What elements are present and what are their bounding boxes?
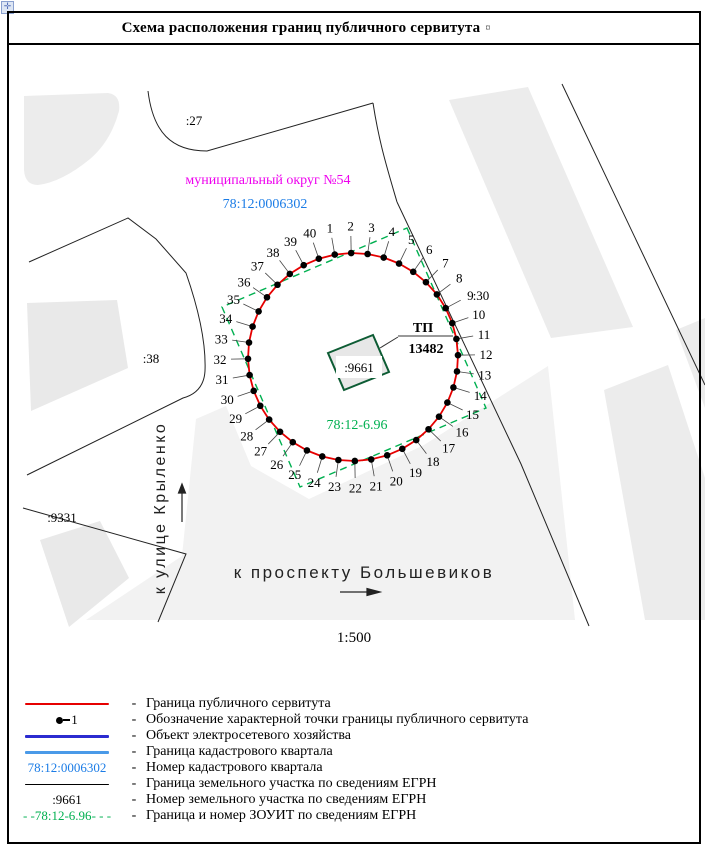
servitude-point-number: 33 xyxy=(214,331,228,347)
cell-end-mark: ¤ xyxy=(485,22,491,34)
legend-separator: - xyxy=(131,760,137,775)
street-krylenko-label: к улице Крыленко xyxy=(152,421,169,595)
legend-point-dash xyxy=(63,719,70,721)
legend-symbol xyxy=(12,728,122,744)
legend-label: Номер земельного участка по сведениям ЕГРН xyxy=(146,792,427,807)
servitude-point-number: 2 xyxy=(347,218,354,234)
tp-label: ТП xyxy=(412,321,434,336)
servitude-point-number: 25 xyxy=(288,467,302,483)
servitude-point-number: 7 xyxy=(442,255,449,271)
legend-label: Граница кадастрового квартала xyxy=(146,744,333,759)
servitude-point-number: 11 xyxy=(477,326,491,342)
legend-line-sample xyxy=(25,735,109,738)
page-title: Схема расположения границ публичного сервитута xyxy=(121,19,481,36)
legend-symbol-text: 78:12:0006302 xyxy=(27,760,107,775)
servitude-point-number: 4 xyxy=(388,224,396,240)
servitude-point-number: 17 xyxy=(442,440,456,456)
servitude-point-number: 37 xyxy=(250,258,264,274)
legend-symbol xyxy=(12,792,122,808)
parcel-9331-label: :9331 xyxy=(47,510,77,525)
servitude-point-number: 36 xyxy=(237,274,251,290)
servitude-point-number: 23 xyxy=(327,479,341,495)
legend-label: Обозначение характерной точки границы публичного сервитута xyxy=(146,712,529,727)
scale-label: 1:500 xyxy=(336,630,372,646)
legend-separator: - xyxy=(131,792,137,807)
legend-row xyxy=(12,696,692,712)
servitude-point-number: 13 xyxy=(478,367,492,383)
legend-label: Граница публичного сервитута xyxy=(146,696,331,711)
legend-symbol-text: :9661 xyxy=(52,792,82,807)
legend-row xyxy=(12,760,692,776)
legend-label: Граница земельного участка по сведениям ЕГРН xyxy=(146,776,437,791)
servitude-point-number: 28 xyxy=(240,428,254,444)
legend-symbol xyxy=(12,808,122,824)
legend-separator: - xyxy=(131,696,137,711)
legend-symbol xyxy=(12,696,122,712)
legend-separator: - xyxy=(131,776,137,791)
servitude-point-number: 15 xyxy=(466,406,480,422)
servitude-point-number: 38 xyxy=(266,244,280,260)
legend-symbol xyxy=(12,776,122,792)
legend-row xyxy=(12,712,692,728)
legend-separator: - xyxy=(131,728,137,743)
servitude-point-number: 30 xyxy=(220,392,234,408)
legend-dash-prefix: - - xyxy=(22,808,35,823)
servitude-point-number: 18 xyxy=(426,454,440,470)
servitude-point-number: 20 xyxy=(389,473,403,489)
servitude-point-number: 34 xyxy=(219,311,233,327)
legend-symbol-text: 78:12-6.96 xyxy=(34,808,92,823)
legend-row xyxy=(12,744,692,760)
servitude-point-number: 32 xyxy=(213,351,227,367)
servitude-point-number: 6 xyxy=(426,242,433,258)
legend-separator: - xyxy=(131,744,137,759)
tp-number-label: 13482 xyxy=(408,342,444,357)
parcel-27-label: :27 xyxy=(185,113,203,128)
parcel-30-label: :30 xyxy=(472,288,490,303)
servitude-point-number: 40 xyxy=(303,225,317,241)
servitude-point-number: 1 xyxy=(326,220,334,236)
servitude-point-number: 21 xyxy=(369,478,383,494)
servitude-point-number: 12 xyxy=(479,347,493,363)
servitude-point-number: 27 xyxy=(254,443,268,459)
legend-separator: - xyxy=(131,712,137,727)
legend-symbol xyxy=(12,760,122,776)
servitude-point-number: 19 xyxy=(408,465,422,481)
servitude-point-number: 22 xyxy=(348,480,362,496)
servitude-point-number: 8 xyxy=(455,270,463,286)
legend-row xyxy=(12,808,692,824)
legend-line-sample xyxy=(25,784,109,785)
servitude-point-number: 31 xyxy=(215,372,229,388)
legend-row xyxy=(12,792,692,808)
legend-symbol xyxy=(12,744,122,760)
legend-row xyxy=(12,776,692,792)
servitude-point-number: 35 xyxy=(226,292,240,308)
legend-line-sample xyxy=(25,751,109,754)
servitude-point-number: 29 xyxy=(229,411,243,427)
legend-point-number: 1 xyxy=(71,712,78,727)
servitude-point-number: 10 xyxy=(472,306,486,322)
municipal-district-label: муниципальный округ №54 xyxy=(185,173,351,188)
servitude-point-number: 3 xyxy=(368,219,375,235)
parcel-38-label: :38 xyxy=(142,351,160,366)
title-bar xyxy=(9,13,699,45)
legend-label: Граница и номер ЗОУИТ по сведениям ЕГРН xyxy=(146,808,417,823)
servitude-point-number: 5 xyxy=(408,231,415,247)
servitude-point-number: 14 xyxy=(473,387,487,403)
cadastral-quarter-label: 78:12:0006302 xyxy=(222,197,308,212)
table-move-handle-icon[interactable]: ✛ xyxy=(1,1,14,14)
legend xyxy=(12,696,692,824)
legend-symbol xyxy=(12,712,122,728)
servitude-point-number: 39 xyxy=(284,233,298,249)
zouit-number-label: 78:12-6.96 xyxy=(326,418,388,433)
legend-row xyxy=(12,728,692,744)
servitude-point-number: 16 xyxy=(455,424,469,440)
parcel-9661-label: :9661 xyxy=(344,360,374,375)
servitude-point-number: 9 xyxy=(467,287,474,303)
legend-line-sample xyxy=(25,703,109,705)
street-bolshevikov-label: к проспекту Большевиков xyxy=(233,563,495,582)
legend-separator: - xyxy=(131,808,137,823)
servitude-point-number: 26 xyxy=(270,456,284,472)
legend-point-dot xyxy=(56,717,63,724)
legend-label: Номер кадастрового квартала xyxy=(146,760,323,775)
legend-dash-suffix: - - - xyxy=(91,808,112,823)
servitude-point-number: 24 xyxy=(307,474,321,490)
legend-label: Объект электросетевого хозяйства xyxy=(146,728,352,743)
